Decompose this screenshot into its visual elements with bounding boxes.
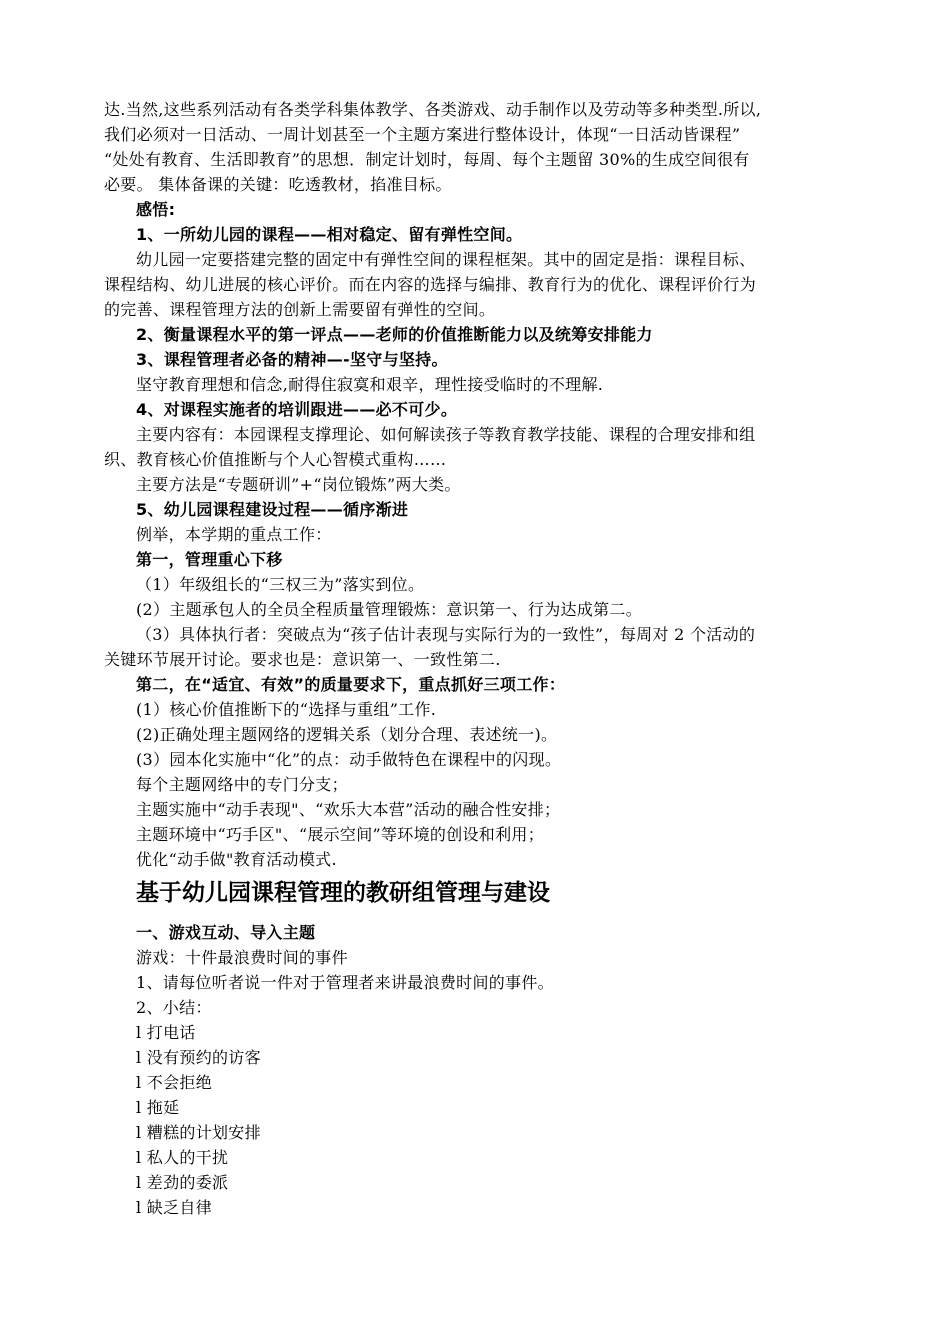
list-item: (1）核心价值推断下的“选择与重组”工作. xyxy=(136,700,437,719)
paragraph-line: 1、请每位听者说一件对于管理者来讲最浪费时间的事件。 xyxy=(136,973,554,992)
paragraph-line: 主题实施中“动手表现"、“欢乐大本营”活动的融合性安排； xyxy=(136,800,561,819)
list-item: （3）具体执行者：突破点为“孩子估计表现与实际行为的一致性”，每周对 2 个活动的 xyxy=(136,625,756,644)
list-item: l 差劲的委派 xyxy=(136,1173,229,1192)
list-item: l 私人的干扰 xyxy=(136,1148,229,1167)
list-item: (3）园本化实施中“化”的点：动手做特色在课程中的闪现。 xyxy=(136,750,562,769)
paragraph-line: “处处有教育、生活即教育”的思想．制定计划时，每周、每个主题留 30%的生成空间很有 xyxy=(104,150,750,169)
list-item: l 不会拒绝 xyxy=(136,1073,213,1092)
point-heading-4: 4、对课程实施者的培训跟进——必不可少。 xyxy=(136,400,458,419)
paragraph-line: 的完善、课程管理方法的创新上需要留有弹性的空间。 xyxy=(104,300,496,319)
paragraph-line: 优化“动手做"教育活动模式. xyxy=(136,850,337,869)
list-item: (2)正确处理主题网络的逻辑关系（划分合理、表述统一)。 xyxy=(136,725,558,744)
paragraph-line: 达.当然,这些系列活动有各类学科集体教学、各类游戏、动手制作以及劳动等多种类型.所以, xyxy=(104,100,762,119)
list-item: l 拖延 xyxy=(136,1098,180,1117)
point-heading-5: 5、幼儿园课程建设过程——循序渐进 xyxy=(136,500,409,519)
list-item: (2）主题承包人的全员全程质量管理锻炼：意识第一、行为达成第二。 xyxy=(136,600,643,619)
list-item: l 糟糕的计划安排 xyxy=(136,1123,261,1142)
paragraph-line: 坚守教育理想和信念,耐得住寂寞和艰辛，理性接受临时的不理解. xyxy=(136,375,604,394)
paragraph-line: 织、教育核心价值推断与个人心智模式重构…… xyxy=(104,450,447,469)
paragraph-line: 我们必须对一日活动、一周计划甚至一个主题方案进行整体设计，体现“一日活动皆课程” xyxy=(104,125,741,144)
paragraph-line: 课程结构、幼儿进展的核心评价。而在内容的选择与编排、教育行为的优化、课程评价行为 xyxy=(104,275,757,294)
section-title: 基于幼儿园课程管理的教研组管理与建设 xyxy=(136,880,550,906)
point-heading-2: 2、衡量课程水平的第一评点——老师的价值推断能力以及统筹安排能力 xyxy=(136,325,653,344)
subheading-second: 第二，在“适宜、有效”的质量要求下，重点抓好三项工作： xyxy=(136,675,566,694)
paragraph-line: 关键环节展开讨论。要求也是：意识第一、一致性第二. xyxy=(104,650,501,669)
paragraph-line: 主要内容有：本园课程支撑理论、如何解读孩子等教育教学技能、课程的合理安排和组 xyxy=(136,425,756,444)
point-heading-1: 1、一所幼儿园的课程——相对稳定、留有弹性空间。 xyxy=(136,225,523,244)
point-heading-3: 3、课程管理者必备的精神—-坚守与坚持。 xyxy=(136,350,448,369)
paragraph-line: 主题环境中“巧手区"、“展示空间”等环境的创设和利用； xyxy=(136,825,544,844)
paragraph-line: 每个主题网络中的专门分支； xyxy=(136,775,348,794)
list-item: （1）年级组长的“三权三为”落实到位。 xyxy=(136,575,425,594)
paragraph-line: 例举，本学期的重点工作： xyxy=(136,525,332,544)
list-item: l 缺乏自律 xyxy=(136,1198,213,1217)
paragraph-line: 主要方法是“专题研训”+“岗位锻炼”两大类。 xyxy=(136,475,461,494)
paragraph-line: 必要。 集体备课的关键：吃透教材，掐准目标。 xyxy=(104,175,452,194)
paragraph-line: 幼儿园一定要搭建完整的固定中有弹性空间的课程框架。其中的固定是指：课程目标、 xyxy=(136,250,756,269)
section-subheading: 一、游戏互动、导入主题 xyxy=(136,923,316,942)
paragraph-line: 2、小结： xyxy=(136,998,212,1017)
reflection-label: 感悟: xyxy=(136,200,176,219)
paragraph-line: 游戏：十件最浪费时间的事件 xyxy=(136,948,348,967)
subheading-first: 第一，管理重心下移 xyxy=(136,550,283,569)
list-item: l 没有预约的访客 xyxy=(136,1048,261,1067)
list-item: l 打电话 xyxy=(136,1023,196,1042)
